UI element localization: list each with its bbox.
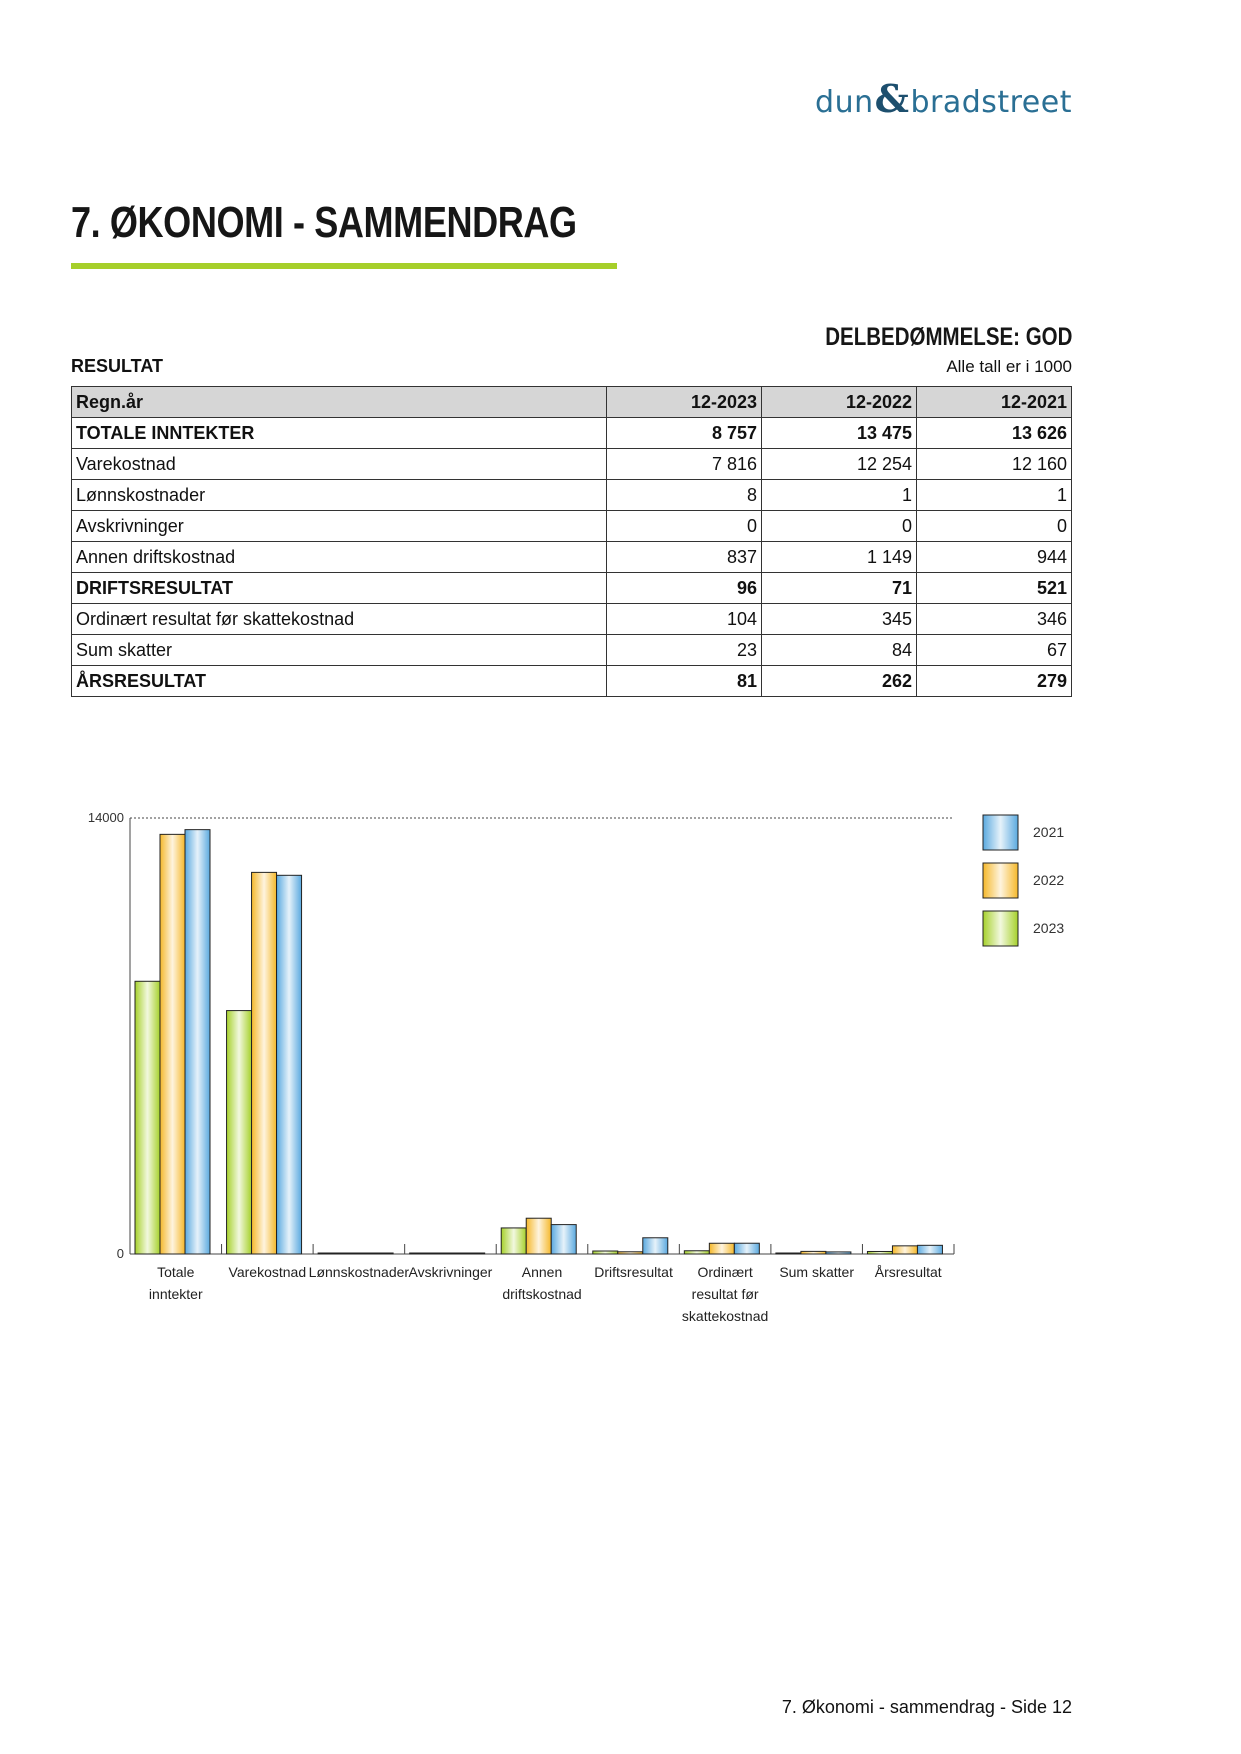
row-value: 96: [607, 573, 762, 604]
table-row: [72, 449, 1072, 480]
row-value: 944: [917, 542, 1072, 573]
table-row: [72, 666, 1072, 697]
legend-swatch-2023: [983, 911, 1018, 946]
table-row: [72, 604, 1072, 635]
row-value: 12 254: [762, 449, 917, 480]
bar-2021: [551, 1225, 576, 1254]
page-title: 7. ØKONOMI - SAMMENDRAG: [71, 198, 577, 247]
bar-2023: [318, 1253, 343, 1254]
bar-2022: [435, 1253, 460, 1254]
y-tick-label: 14000: [87, 810, 124, 825]
column-header-period: 12-2023: [607, 387, 762, 418]
row-value: 67: [917, 635, 1072, 666]
row-value: 0: [917, 511, 1072, 542]
row-label: Avskrivninger: [72, 511, 607, 542]
bar-2021: [277, 875, 302, 1254]
row-value: 279: [917, 666, 1072, 697]
bar-2022: [526, 1218, 551, 1254]
x-category-label: skattekostnad: [681, 1308, 769, 1324]
bar-2021: [917, 1245, 942, 1254]
row-value: 345: [762, 604, 917, 635]
row-value: 71: [762, 573, 917, 604]
row-value: 1: [762, 480, 917, 511]
table-row: [72, 511, 1072, 542]
x-category-label: Årsresultat: [874, 1264, 942, 1280]
x-category-label: Lønnskostnader: [308, 1264, 410, 1280]
row-value: 262: [762, 666, 917, 697]
x-category-label: Varekostnad: [228, 1264, 307, 1280]
row-value: 7 816: [607, 449, 762, 480]
row-value: 13 475: [762, 418, 917, 449]
x-category-label: inntekter: [148, 1286, 203, 1302]
bar-2022: [709, 1243, 734, 1254]
x-category-label: Totale: [157, 1264, 195, 1280]
result-table: [71, 386, 1072, 697]
bar-2023: [776, 1253, 801, 1254]
row-value: 8: [607, 480, 762, 511]
bar-2023: [867, 1251, 892, 1254]
bar-2023: [593, 1251, 618, 1254]
row-value: 521: [917, 573, 1072, 604]
bar-2021: [368, 1253, 393, 1254]
row-label: DRIFTSRESULTAT: [72, 573, 607, 604]
row-label: Sum skatter: [72, 635, 607, 666]
row-value: 1: [917, 480, 1072, 511]
bar-2021: [643, 1238, 668, 1254]
bar-2023: [684, 1251, 709, 1254]
row-value: 23: [607, 635, 762, 666]
row-value: 104: [607, 604, 762, 635]
row-value: 0: [607, 511, 762, 542]
row-label: Lønnskostnader: [72, 480, 607, 511]
row-value: 12 160: [917, 449, 1072, 480]
table-row: [72, 635, 1072, 666]
bar-2023: [410, 1253, 435, 1254]
column-header-period: 12-2022: [762, 387, 917, 418]
dun-bradstreet-logo: dun&bradstreet: [815, 76, 1072, 121]
legend-swatch-2021: [983, 815, 1018, 850]
section-label: RESULTAT: [71, 356, 163, 376]
bar-2023: [135, 981, 160, 1254]
title-underline: [71, 263, 617, 269]
bar-2023: [501, 1228, 526, 1254]
row-label: Varekostnad: [72, 449, 607, 480]
row-value: 837: [607, 542, 762, 573]
row-value: 8 757: [607, 418, 762, 449]
row-value: 1 149: [762, 542, 917, 573]
bar-2023: [227, 1011, 252, 1254]
x-category-label: Driftsresultat: [594, 1264, 673, 1280]
bar-2022: [892, 1246, 917, 1254]
row-value: 13 626: [917, 418, 1072, 449]
row-value: 81: [607, 666, 762, 697]
units-note: Alle tall er i 1000: [946, 357, 1072, 376]
bar-2021: [826, 1252, 851, 1254]
table-row: [72, 542, 1072, 573]
table-row: [72, 480, 1072, 511]
bar-2022: [801, 1251, 826, 1254]
bar-2022: [252, 872, 277, 1254]
x-category-label: driftskostnad: [502, 1286, 582, 1302]
table-row: [72, 418, 1072, 449]
bar-2022: [618, 1252, 643, 1254]
bar-2021: [460, 1253, 485, 1254]
sub-rating: DELBEDØMMELSE: GOD: [824, 323, 1072, 351]
row-label: ÅRSRESULTAT: [72, 666, 607, 697]
legend-label: 2023: [1033, 920, 1065, 936]
row-label: Annen driftskostnad: [72, 542, 607, 573]
legend-label: 2021: [1033, 824, 1065, 840]
legend-label: 2022: [1033, 872, 1065, 888]
result-bar-chart: [0, 790, 1241, 1350]
x-category-label: Avskrivninger: [408, 1264, 493, 1280]
row-value: 346: [917, 604, 1072, 635]
table-header-row: [72, 387, 1072, 418]
row-value: 0: [762, 511, 917, 542]
legend-swatch-2022: [983, 863, 1018, 898]
x-category-label: Ordinært: [697, 1264, 753, 1280]
row-label: TOTALE INNTEKTER: [72, 418, 607, 449]
bar-2022: [343, 1253, 368, 1254]
column-header-period: 12-2021: [917, 387, 1072, 418]
row-value: 84: [762, 635, 917, 666]
page-footer: 7. Økonomi - sammendrag - Side 12: [781, 1697, 1072, 1717]
bar-2021: [185, 830, 210, 1254]
column-header-label: Regn.år: [72, 387, 607, 418]
x-category-label: resultat før: [691, 1286, 759, 1302]
bar-2021: [734, 1243, 759, 1254]
table-row: [72, 573, 1072, 604]
y-tick-label: 0: [116, 1246, 124, 1261]
x-category-label: Annen: [521, 1264, 563, 1280]
bar-2022: [160, 834, 185, 1254]
x-category-label: Sum skatter: [779, 1264, 855, 1280]
row-label: Ordinært resultat før skattekostnad: [72, 604, 607, 635]
